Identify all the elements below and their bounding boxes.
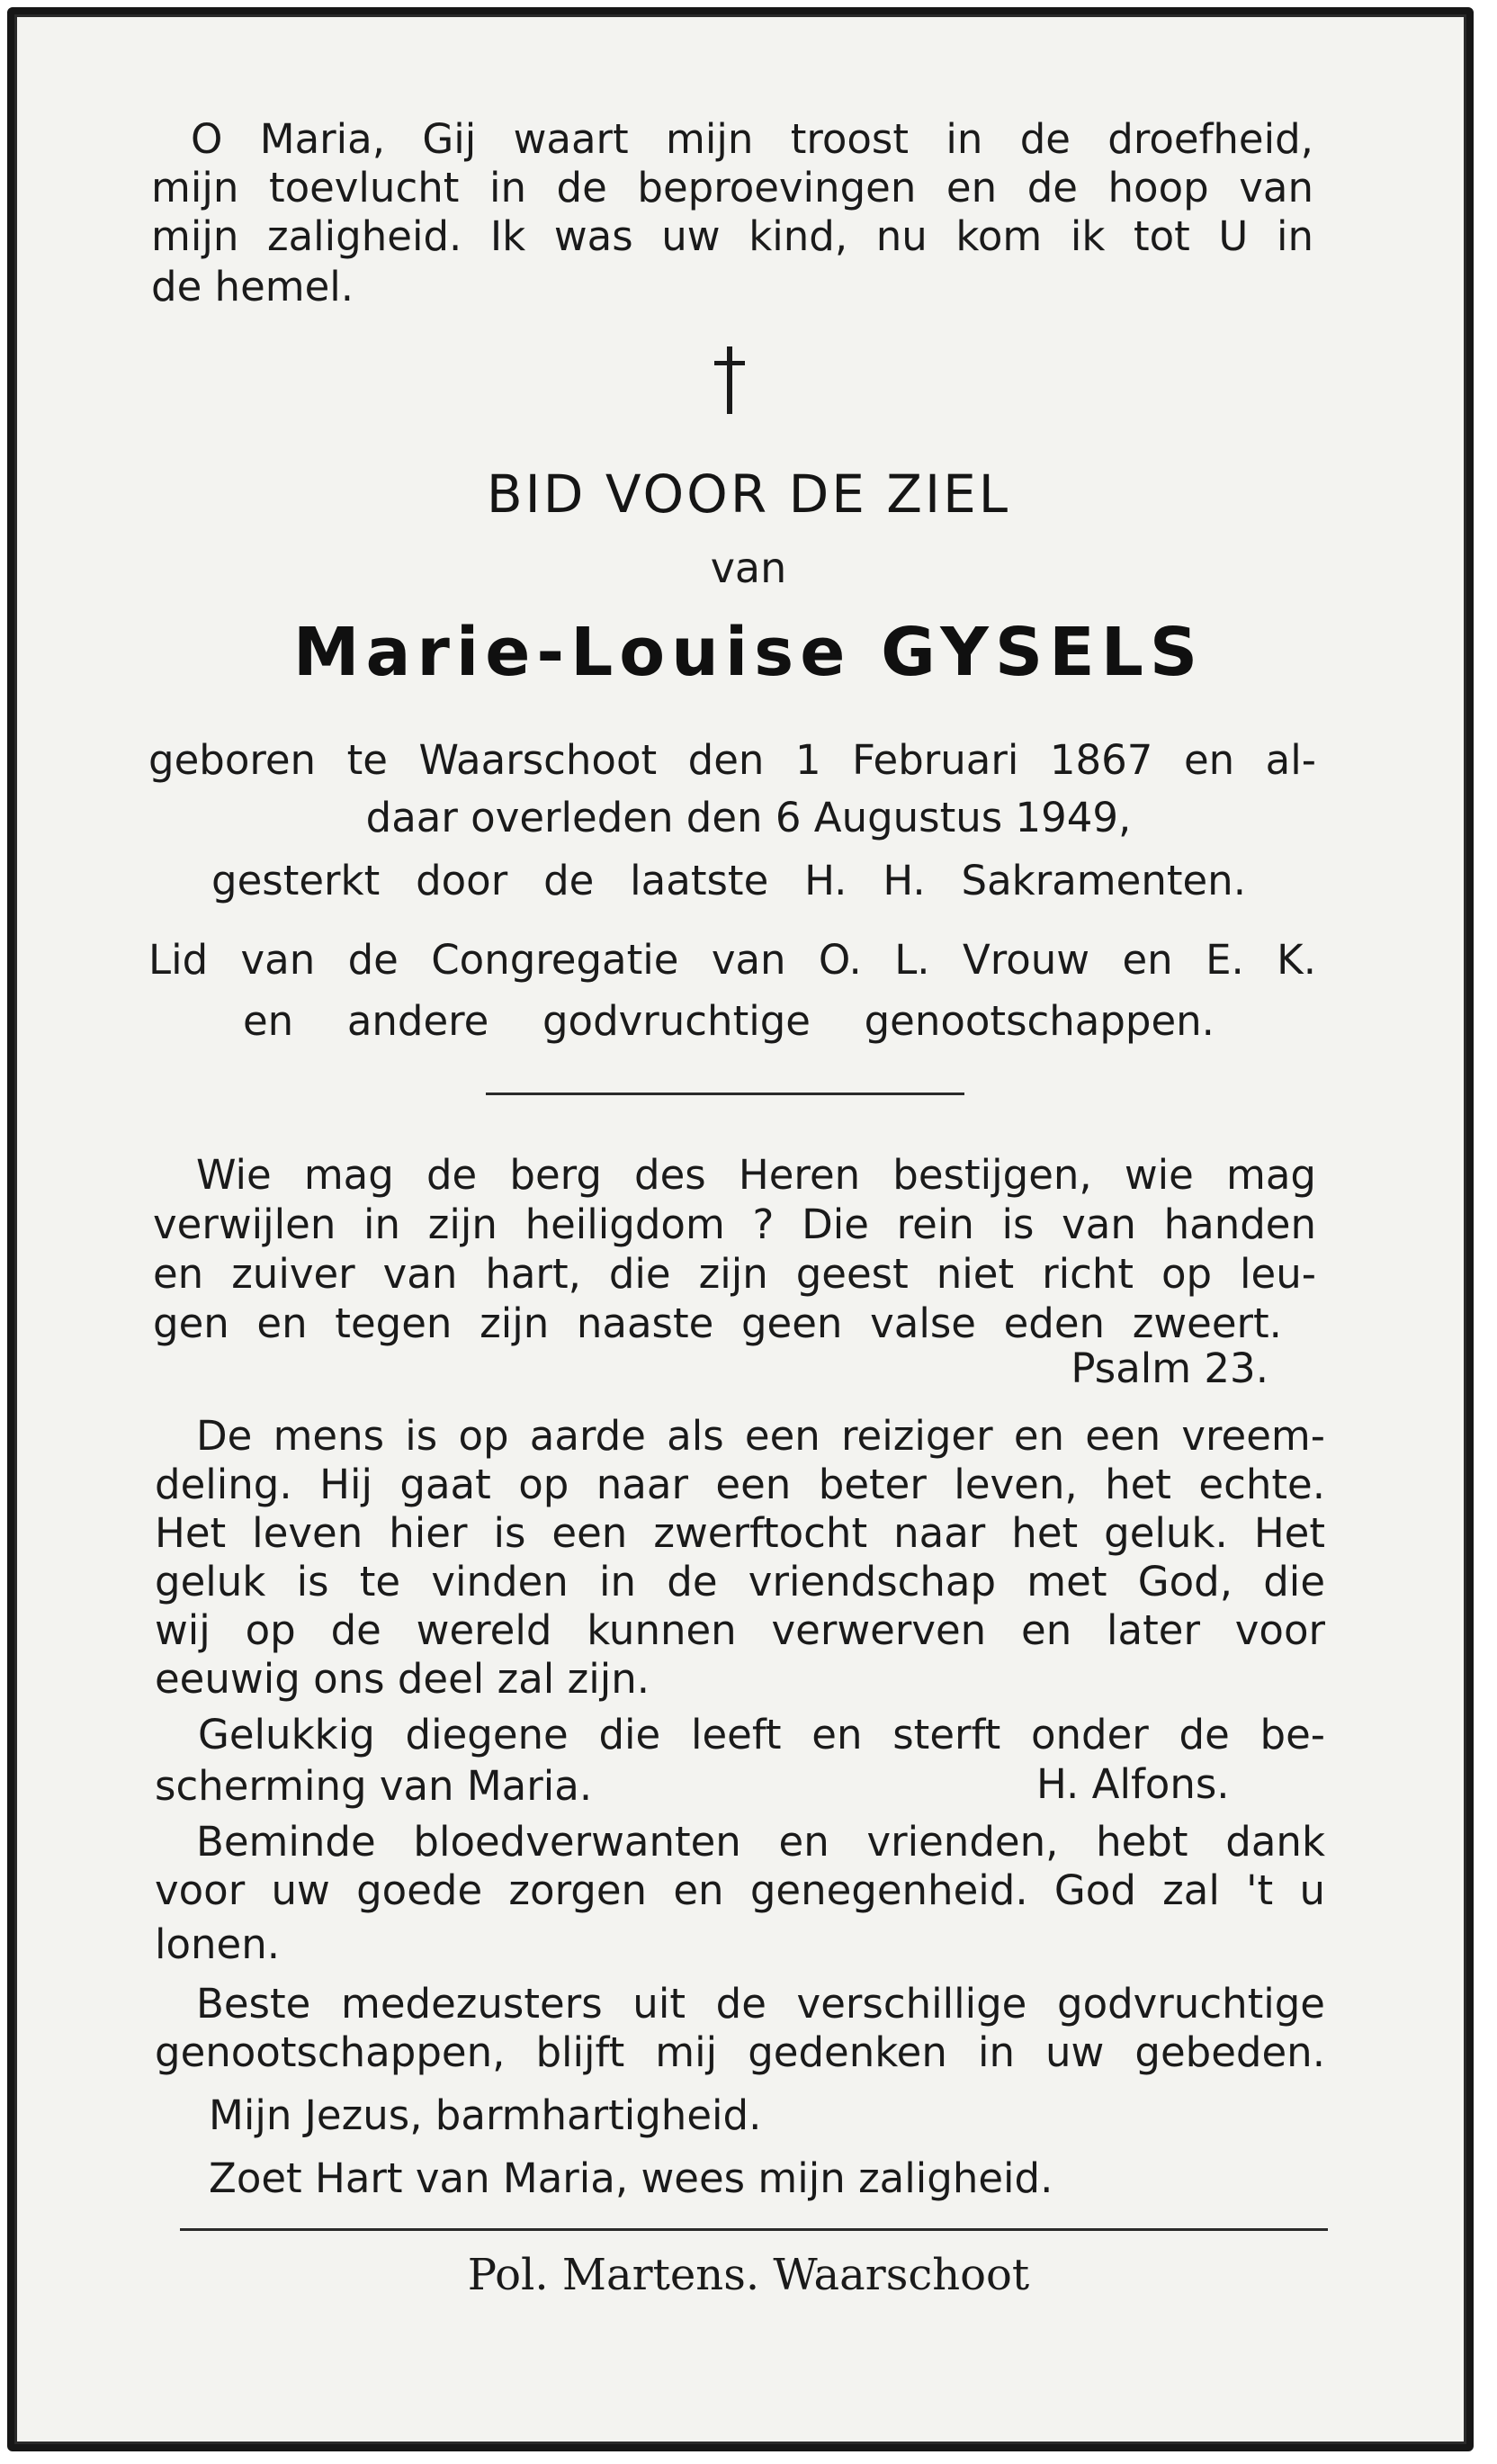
reflection-line-2: deling. Hij gaat op naar een beter leven, het echte. [155,1461,1325,1508]
psalm-line-3: en zuiver van hart, die zijn geest niet richt op leu- [153,1250,1316,1298]
deceased-line-3: gesterkt door de laatste H. H. Sakramenten. [211,857,1246,904]
sisters-line-1: Beste medezusters uit de verschillige godvruchtige [196,1980,1325,2028]
psalm-line-2: verwijlen in zijn heiligdom ? Die rein is van handen [153,1201,1316,1248]
thanks-line-1: Beminde bloedverwanten en vrienden, hebt dank [196,1818,1325,1866]
alfons-source: H. Alfons. [1036,1760,1230,1808]
prayer-line-3: mijn zaligheid. Ik was uw kind, nu kom ik tot U in [151,212,1313,260]
reflection-line-4: geluk is te vinden in de vriendschap met God, die [155,1558,1325,1605]
psalm-line-4: gen en tegen zijn naaste geen valse eden zweert. [153,1299,1282,1347]
deceased-line-1: geboren te Waarschoot den 1 Februari 1867 en al- [148,736,1316,784]
deceased-line-5: en andere godvruchtige genootschappen. [243,997,1215,1045]
invocation-line-2: Zoet Hart van Maria, wees mijn zaligheid. [209,2154,1053,2202]
deceased-line-4: Lid van de Congregatie van O. L. Vrouw en E. K. [148,936,1316,984]
alfons-line-1: Gelukkig diegene die leeft en sterft onder de be- [198,1711,1325,1758]
reflection-line-6: eeuwig ons deel zal zijn. [155,1655,650,1703]
prayer-line-1: O Maria, Gij waart mijn troost in de droefheid, [191,115,1313,163]
footer-rule [180,2228,1328,2231]
heading-van: van [710,544,787,592]
alfons-line-2: scherming van Maria. [155,1762,593,1810]
printer-credit: Pol. Martens. Waarschoot [467,2250,1030,2300]
deceased-name: Marie-Louise GYSELS [292,614,1205,691]
prayer-line-4: de hemel. [151,263,354,310]
invocation-line-1: Mijn Jezus, barmhartigheid. [209,2091,762,2139]
reflection-line-5: wij op de wereld kunnen verwerven en later voor [155,1606,1325,1654]
thanks-line-3: lonen. [155,1920,281,1968]
sisters-line-2: genootschappen, blijft mij gedenken in uw gebeden. [155,2028,1325,2076]
psalm-source: Psalm 23. [1071,1344,1268,1392]
reflection-line-1: De mens is op aarde als een reiziger en een vreem- [196,1412,1325,1460]
prayer-line-2: mijn toevlucht in de beproevingen en de hoop van [151,164,1313,211]
separator-rule [486,1093,964,1095]
psalm-line-1: Wie mag de berg des Heren bestijgen, wie mag [196,1151,1316,1199]
deceased-line-2: daar overleden den 6 Augustus 1949, [365,794,1132,841]
cross-icon [727,346,732,414]
heading-bid-voor-de-ziel: BID VOOR DE ZIEL [486,463,1011,525]
reflection-line-3: Het leven hier is een zwerftocht naar het geluk. Het [155,1509,1325,1557]
thanks-line-2: voor uw goede zorgen en genegenheid. God zal 't u [155,1866,1325,1914]
